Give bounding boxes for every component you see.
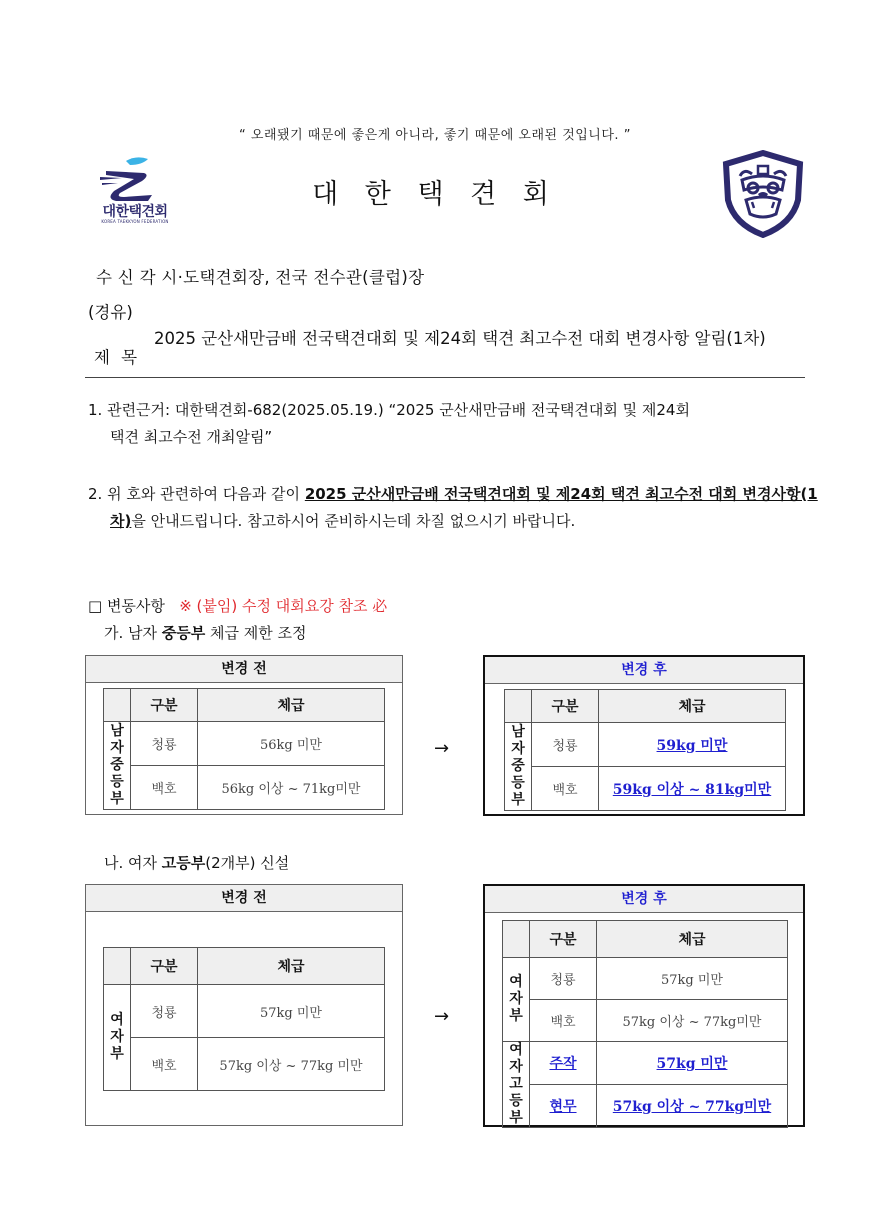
weight-cell: 56kg 이상 ~ 71kg미만 [198, 766, 385, 810]
b-before-table [103, 947, 385, 1091]
corner-cell [505, 690, 532, 723]
section-a-bold: 중등부 [161, 624, 206, 642]
col-weight: 체급 [597, 921, 788, 958]
a-before-table [103, 688, 385, 810]
paragraph-reference [88, 397, 803, 451]
weight-cell-new: 57kg 이상 ~ 77kg미만 [597, 1085, 788, 1128]
logo-brand-text: 대한택견회 [102, 204, 168, 220]
group-label: 남 자 중 등 부 [110, 723, 124, 807]
section-b-suffix: (2개부) 신설 [205, 854, 290, 872]
group-cell [505, 723, 532, 811]
category-cell: 백호 [530, 1000, 597, 1042]
category-cell: 백호 [131, 1038, 198, 1091]
weight-cell: 57kg 이상 ~ 77kg미만 [597, 1000, 788, 1042]
emblem-logo [722, 150, 804, 238]
paragraph-notice [88, 481, 825, 535]
header-divider [85, 377, 805, 378]
section-a-heading [104, 622, 307, 643]
section-a-suffix: 체급 제한 조정 [205, 624, 307, 642]
dokkaebi-shield-icon [722, 150, 804, 238]
category-cell: 청룡 [131, 722, 198, 766]
corner-cell [104, 689, 131, 722]
group-label: 여 자 고 등 부 [509, 1042, 523, 1126]
category-cell: 백호 [131, 766, 198, 810]
category-cell: 청룡 [131, 985, 198, 1038]
group-cell [104, 722, 131, 810]
b-after-label: 변경 후 [485, 886, 803, 913]
col-category: 구분 [532, 690, 599, 723]
weight-cell: 57kg 미만 [198, 985, 385, 1038]
weight-cell-new: 57kg 미만 [597, 1042, 788, 1085]
arrow-b: → [434, 1006, 450, 1027]
corner-cell [503, 921, 530, 958]
col-category: 구분 [131, 948, 198, 985]
notice-highlight: 2025 군산새만금배 전국택견대회 및 제24회 택견 최고수전 대회 변경사항(1차) [110, 485, 818, 530]
section-b-prefix: 나. 여자 [104, 854, 162, 872]
corner-cell [104, 948, 131, 985]
a-before-box [85, 655, 403, 815]
col-category: 구분 [131, 689, 198, 722]
subject-text: 2025 군산새만금배 전국택견대회 및 제24회 택견 최고수전 대회 변경사항 알림(1차) [154, 329, 766, 348]
section-b-heading [104, 852, 289, 873]
weight-cell-changed: 59kg 이상 ~ 81kg미만 [599, 767, 786, 811]
b-after-box [483, 884, 805, 1127]
changes-heading [88, 595, 387, 616]
col-category: 구분 [530, 921, 597, 958]
b-before-box [85, 884, 403, 1126]
reference-line-1: 1. 관련근거: 대한택견회-682(2025.05.19.) “2025 군산새만금배 전국택견대회 및 제24회 [88, 401, 690, 419]
section-b-bold: 고등부 [161, 854, 206, 872]
category-cell: 청룡 [532, 723, 599, 767]
weight-cell: 57kg 이상 ~ 77kg 미만 [198, 1038, 385, 1091]
section-a-prefix: 가. 남자 [104, 624, 162, 642]
group-cell [104, 985, 131, 1091]
category-cell-new: 주작 [530, 1042, 597, 1085]
col-weight: 체급 [198, 948, 385, 985]
group-label: 여 자 부 [509, 974, 523, 1024]
arrow-a: → [434, 738, 450, 759]
a-after-box [483, 655, 805, 816]
org-title: 대 한 택 견 회 [312, 179, 558, 210]
via: (경유) [88, 303, 133, 322]
group-label: 남 자 중 등 부 [511, 724, 525, 808]
col-weight: 체급 [198, 689, 385, 722]
reference-line-2: 택견 최고수전 개최알림” [110, 428, 273, 446]
b-before-label: 변경 전 [86, 885, 402, 912]
category-cell: 청룡 [530, 958, 597, 1000]
a-after-label: 변경 후 [485, 657, 803, 684]
weight-cell: 56kg 미만 [198, 722, 385, 766]
changes-title: □ 변동사항 [88, 597, 165, 615]
group-cell [503, 1042, 530, 1128]
b-after-table [502, 920, 788, 1128]
subject-label: 제 목 [94, 348, 141, 367]
recipient: 수 신 각 시·도택견회장, 전국 전수관(클럽)장 [96, 268, 425, 287]
a-after-table [504, 689, 786, 811]
category-cell: 백호 [532, 767, 599, 811]
group-label: 여 자 부 [110, 1012, 124, 1062]
weight-cell: 57kg 미만 [597, 958, 788, 1000]
group-cell [503, 958, 530, 1042]
motto: “ 오래됐기 때문에 좋은게 아니라, 좋기 때문에 오래된 것입니다. ” [239, 128, 631, 143]
notice-suffix: 을 안내드립니다. 참고하시어 준비하시는데 차질 없으시기 바랍니다. [131, 512, 576, 530]
logo-english-text: KOREA TAEKKYON FEDERATION [101, 219, 169, 224]
weight-cell-changed: 59kg 미만 [599, 723, 786, 767]
a-before-label: 변경 전 [86, 656, 402, 683]
col-weight: 체급 [599, 690, 786, 723]
changes-note: ※ (붙임) 수정 대회요강 참조 必 [179, 597, 388, 615]
category-cell-new: 현무 [530, 1085, 597, 1128]
notice-prefix: 2. 위 호와 관련하여 다음과 같이 [88, 485, 305, 503]
